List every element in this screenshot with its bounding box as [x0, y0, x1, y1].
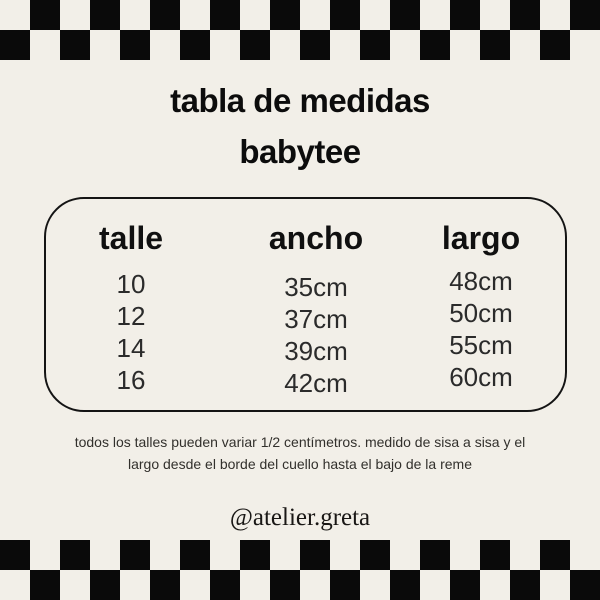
size-table	[44, 197, 567, 412]
title-line-1: tabla de medidas	[170, 82, 430, 119]
cell-largo: 55cm	[449, 329, 513, 360]
disclaimer-line-2: largo desde el borde del cuello hasta el bajo de la reme	[127, 456, 472, 472]
cell-largo: 50cm	[449, 297, 513, 328]
cell-ancho: 39cm	[284, 335, 348, 366]
cell-talle: 12	[116, 300, 146, 331]
measurement-disclaimer	[0, 431, 600, 475]
size-table-body	[46, 265, 565, 398]
title-line-2: babytee	[239, 133, 361, 170]
disclaimer-line-1: todos los talles pueden variar 1/2 centímetros. medido de sisa a sisa y el	[74, 434, 526, 450]
cell-ancho: 35cm	[284, 271, 348, 302]
size-table-header-row	[46, 216, 565, 260]
checkerboard-bottom-border	[0, 540, 600, 600]
cell-talle: 16	[116, 364, 146, 395]
column-header-largo: largo	[441, 219, 521, 256]
table-row-size-10	[46, 265, 565, 302]
cell-ancho: 42cm	[284, 367, 348, 398]
cell-largo: 60cm	[449, 361, 513, 392]
instagram-handle: @atelier.greta	[229, 504, 371, 531]
cell-largo: 48cm	[449, 265, 513, 296]
checkerboard-top-border	[0, 0, 600, 60]
post-title	[0, 75, 600, 177]
table-row-size-16	[46, 361, 565, 398]
table-row-size-12	[46, 297, 565, 334]
cell-ancho: 37cm	[284, 303, 348, 334]
column-header-talle: talle	[98, 219, 164, 256]
column-header-ancho: ancho	[268, 219, 364, 256]
table-row-size-14	[46, 329, 565, 366]
cell-talle: 10	[116, 268, 146, 299]
cell-talle: 14	[116, 332, 146, 363]
